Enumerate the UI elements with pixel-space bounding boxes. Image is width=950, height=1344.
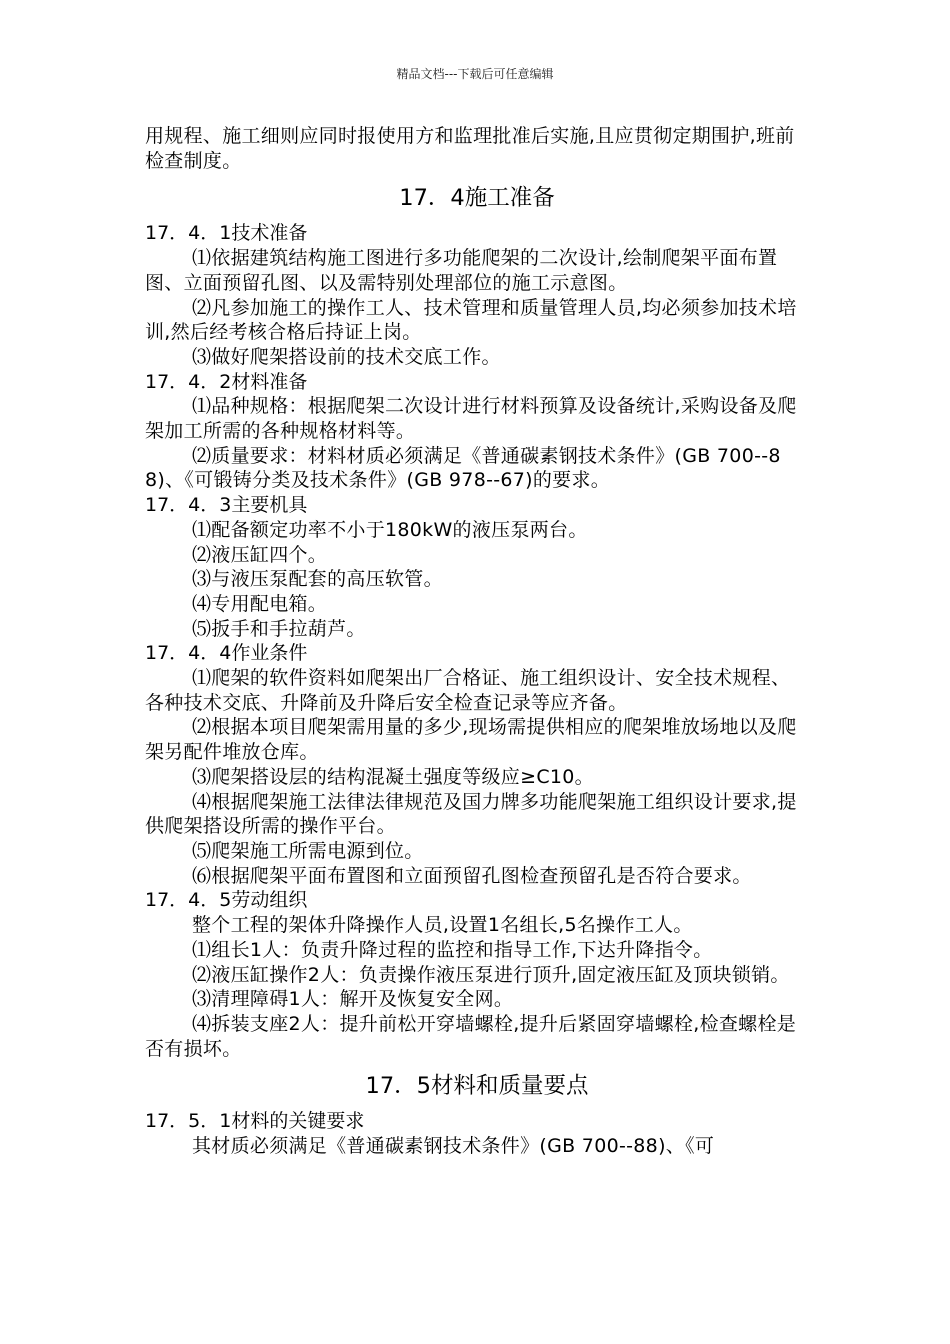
list-item: 整个工程的架体升降操作人员,设置1名组长,5名操作工人。 [192, 914, 693, 937]
list-item: 其材质必须满足《普通碳素钢技术条件》(GB 700--88)、《可 [192, 1135, 715, 1158]
intro-paragraph: 用规程、施工细则应同时报使用方和监理批准后实施,且应贯彻定期围护,班前检查制度。 [145, 125, 795, 172]
list-item: ⑵液压缸操作2人：负责操作液压泵进行顶升,固定液压缸及顶块锁销。 [192, 963, 790, 986]
subsection-heading-17-4-3: 17．4．3主要机具 [145, 494, 308, 517]
page-header-watermark: 精品文档---下载后可任意编辑 [396, 67, 554, 81]
list-item: ⑸爬架施工所需电源到位。 [192, 839, 424, 862]
list-item: ⑴配备额定功率不小于180kW的液压泵两台。 [192, 518, 588, 541]
subsection-heading-17-5-1: 17．5．1材料的关键要求 [145, 1110, 365, 1133]
list-item: ⑶爬架搭设层的结构混凝土强度等级应≥C10。 [192, 765, 594, 788]
subsection-heading-17-4-2: 17．4．2材料准备 [145, 370, 308, 393]
list-item: ⑶清理障碍1人：解开及恢复安全网。 [192, 988, 514, 1011]
subsection-heading-17-4-5: 17．4．5劳动组织 [145, 889, 308, 912]
list-item: ⑹根据爬架平面布置图和立面预留孔图检查预留孔是否符合要求。 [192, 864, 752, 887]
list-item: ⑷拆装支座2人：提升前松开穿墙螺栓,提升后紧固穿墙螺栓,检查螺栓是否有损坏。 [145, 1012, 797, 1060]
section-title-17-5: 17．5材料和质量要点 [365, 1073, 589, 1100]
list-item: ⑵根据本项目爬架需用量的多少,现场需提供相应的爬架堆放场地以及爬架另配件堆放仓库。 [145, 716, 797, 764]
list-item: ⑶与液压泵配套的高压软管。 [192, 568, 443, 591]
list-item: ⑵凡参加施工的操作工人、技术管理和质量管理人员,均必须参加技术培训,然后经考核合格后持证上岗。 [145, 296, 797, 344]
list-item: ⑴依据建筑结构施工图进行多功能爬架的二次设计,绘制爬架平面布置图、立面预留孔图、以及需特别处理部位的施工示意图。 [145, 247, 778, 294]
list-item: ⑷根据爬架施工法律法律规范及国力牌多功能爬架施工组织设计要求,提供爬架搭设所需的操作平台。 [145, 790, 797, 838]
section-title-17-4: 17．4施工准备 [399, 185, 555, 212]
subsection-heading-17-4-4: 17．4．4作业条件 [145, 642, 308, 665]
list-item: ⑸扳手和手拉葫芦。 [192, 617, 366, 640]
document-body [145, 124, 809, 1159]
subsection-heading-17-4-1: 17．4．1技术准备 [145, 222, 308, 245]
list-item: ⑴组长1人：负责升降过程的监控和指导工作,下达升降指令。 [192, 938, 713, 961]
list-item: ⑴品种规格：根据爬架二次设计进行材料预算及设备统计,采购设备及爬架加工所需的各种规格材料等。 [145, 395, 797, 443]
list-item: ⑶做好爬架搭设前的技术交底工作。 [192, 345, 501, 368]
list-item: ⑴爬架的软件资料如爬架出厂合格证、施工组织设计、安全技术规程、各种技术交底、升降前及升降后安全检查记录等应齐备。 [145, 667, 791, 714]
list-item: ⑵质量要求：材料材质必须满足《普通碳素钢技术条件》(GB 700--88)、《可锻铸分类及技术条件》(GB 978--67)的要求。 [145, 444, 781, 492]
list-item: ⑵液压缸四个。 [192, 543, 328, 566]
list-item: ⑷专用配电箱。 [192, 592, 328, 615]
